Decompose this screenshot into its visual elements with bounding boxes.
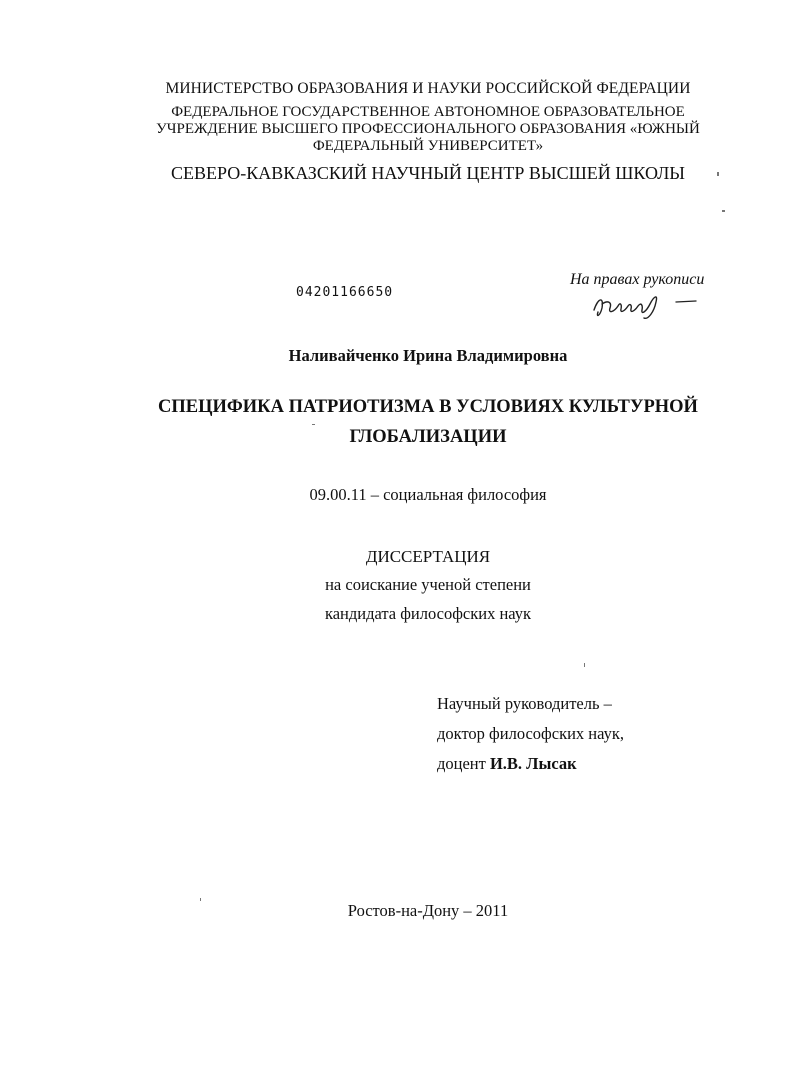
supervisor-title: доцент [437, 754, 490, 773]
scan-speck [312, 424, 315, 425]
scan-speck [200, 898, 201, 901]
supervisor-degree: доктор философских наук, [437, 724, 624, 743]
university-name-line-2: УЧРЕЖДЕНИЕ ВЫСШЕГО ПРОФЕССИОНАЛЬНОГО ОБРАЗОВАНИЯ «ЮЖНЫЙ [156, 121, 700, 137]
author-name: Наливайченко Ирина Владимировна [288, 346, 568, 365]
degree-line-2: кандидата философских наук [324, 604, 532, 623]
scan-speck [717, 172, 719, 176]
signature [588, 288, 706, 322]
supervisor-name: И.В. Лысак [489, 754, 577, 773]
research-center-name: СЕВЕРО-КАВКАЗСКИЙ НАУЧНЫЙ ЦЕНТР ВЫСШЕЙ ШКОЛЫ [171, 163, 685, 183]
degree-line-1: на соискание ученой степени [325, 575, 531, 594]
scan-speck [722, 210, 725, 212]
ministry-name: МИНИСТЕРСТВО ОБРАЗОВАНИЯ И НАУКИ РОССИЙСКОЙ ФЕДЕРАЦИИ [165, 80, 691, 97]
document-type: ДИССЕРТАЦИЯ [365, 547, 491, 566]
archive-number: 04201166650 [296, 285, 394, 300]
place-and-year: Ростов-на-Дону – 2011 [347, 901, 509, 920]
specialty-code: 09.00.11 – социальная философия [309, 485, 547, 504]
supervisor-name-line [437, 756, 577, 773]
dissertation-title-line-1: СПЕЦИФИКА ПАТРИОТИЗМА В УСЛОВИЯХ КУЛЬТУРНОЙ [158, 397, 698, 417]
manuscript-note: На правах рукописи [570, 271, 705, 288]
scan-speck [584, 663, 585, 667]
supervisor-role: Научный руководитель – [437, 694, 612, 713]
dissertation-title-line-2: ГЛОБАЛИЗАЦИИ [349, 427, 507, 447]
university-name-line-1: ФЕДЕРАЛЬНОЕ ГОСУДАРСТВЕННОЕ АВТОНОМНОЕ ОБРАЗОВАТЕЛЬНОЕ [171, 104, 685, 120]
university-name-line-3: ФЕДЕРАЛЬНЫЙ УНИВЕРСИТЕТ» [312, 138, 544, 154]
